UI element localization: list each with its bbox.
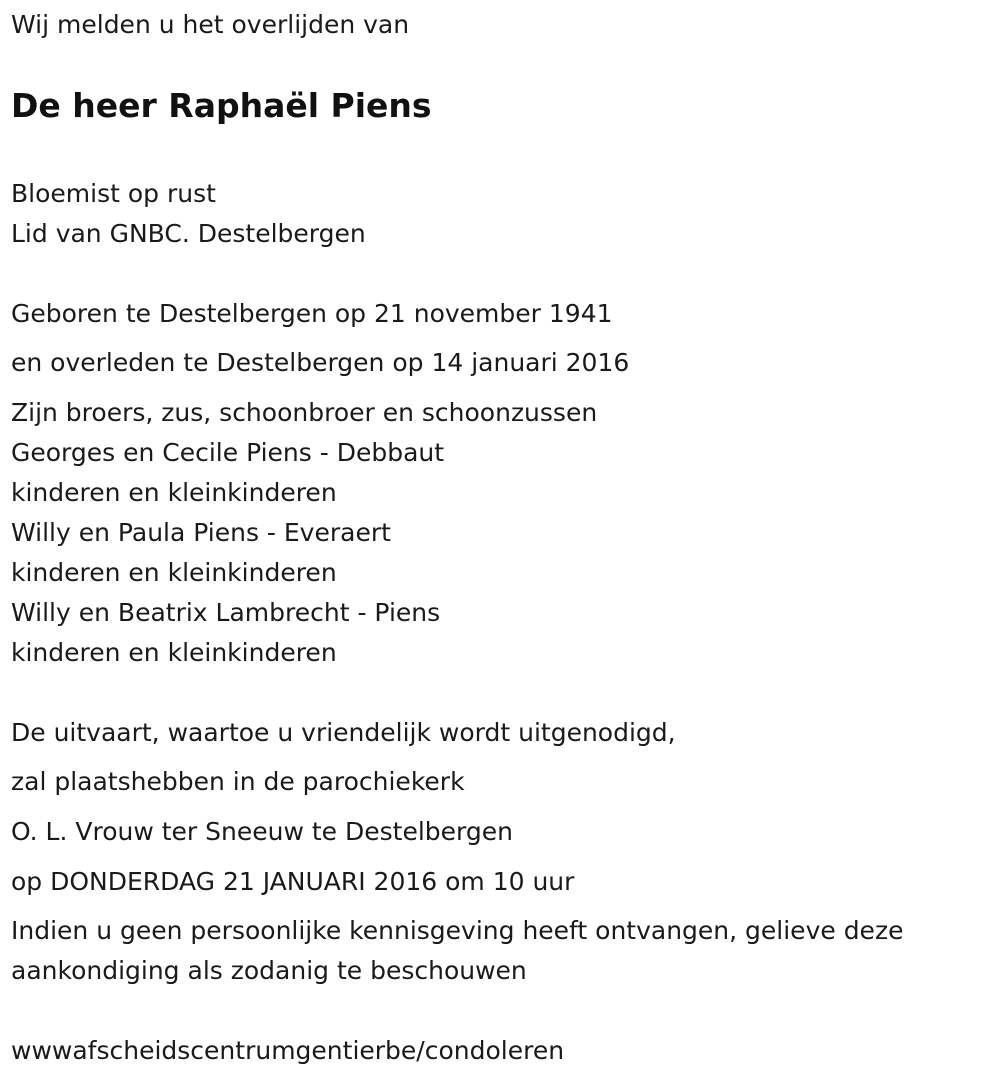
family-line: Zijn broers, zus, schoonbroer en schoonzussen [11, 398, 598, 427]
family-line: kinderen en kleinkinderen [11, 558, 337, 587]
disclaimer-line: Indien u geen persoonlijke kennisgeving heeft ontvangen, gelieve deze [11, 916, 904, 945]
funeral-line: zal plaatshebben in de parochiekerk [11, 767, 465, 796]
family-line: Willy en Beatrix Lambrecht - Piens [11, 598, 441, 627]
funeral-line: op DONDERDAG 21 JANUARI 2016 om 10 uur [11, 867, 575, 896]
family-line: kinderen en kleinkinderen [11, 478, 337, 507]
death-text: en overleden te Destelbergen op 14 januari 2016 [11, 348, 630, 377]
condolence-link[interactable]: wwwafscheidscentrumgentierbe/condoleren [11, 1036, 565, 1065]
membership-text: Lid van GNBC. Destelbergen [11, 219, 366, 248]
family-line: Georges en Cecile Piens - Debbaut [11, 438, 445, 467]
intro-text: Wij melden u het overlijden van [11, 10, 410, 39]
birth-text: Geboren te Destelbergen op 21 november 1941 [11, 299, 613, 328]
occupation-text: Bloemist op rust [11, 179, 216, 208]
funeral-line: De uitvaart, waartoe u vriendelijk wordt uitgenodigd, [11, 718, 676, 747]
deceased-name: De heer Raphaël Piens [11, 86, 432, 125]
disclaimer-line: aankondiging als zodanig te beschouwen [11, 956, 527, 985]
family-line: Willy en Paula Piens - Everaert [11, 518, 391, 547]
funeral-line: O. L. Vrouw ter Sneeuw te Destelbergen [11, 817, 513, 846]
family-line: kinderen en kleinkinderen [11, 638, 337, 667]
